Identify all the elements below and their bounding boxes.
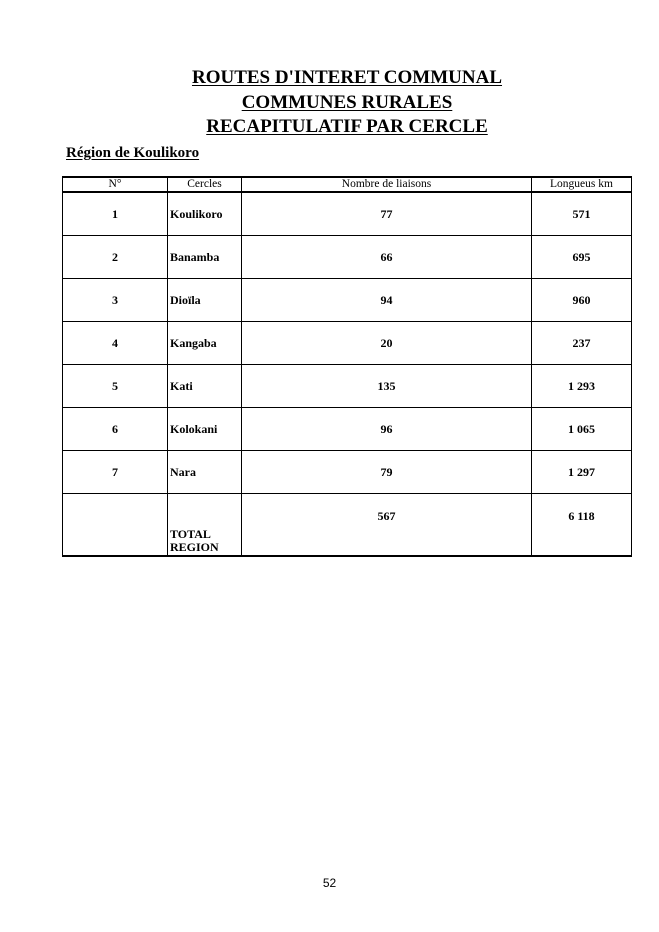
cell-liaisons: 96: [242, 408, 532, 451]
cell-longueur: 1 293: [532, 365, 632, 408]
cell-total-liaisons: 567: [242, 494, 532, 557]
cell-liaisons: 66: [242, 236, 532, 279]
table-row: [63, 322, 632, 365]
cell-cercle: Kangaba: [168, 322, 242, 365]
title-line-1: ROUTES D'INTERET COMMUNAL: [191, 67, 503, 88]
total-label-line-2: REGION: [170, 540, 219, 554]
cell-num: 7: [63, 451, 168, 494]
cell-num: 6: [63, 408, 168, 451]
cell-liaisons: 79: [242, 451, 532, 494]
cell-num: 4: [63, 322, 168, 365]
table-row: [63, 365, 632, 408]
cell-cercle: Dioïla: [168, 279, 242, 322]
cell-liaisons: 94: [242, 279, 532, 322]
header-num: N°: [63, 177, 168, 192]
document-title: [0, 66, 659, 140]
recap-table: [62, 176, 632, 557]
table-row: [63, 408, 632, 451]
cell-cercle: Koulikoro: [168, 192, 242, 236]
cell-liaisons: 135: [242, 365, 532, 408]
cell-num: 5: [63, 365, 168, 408]
cell-longueur: 1 065: [532, 408, 632, 451]
cell-cercle: Banamba: [168, 236, 242, 279]
cell-total-longueur: 6 118: [532, 494, 632, 557]
region-heading: Région de Koulikoro: [66, 145, 200, 161]
cell-total-label: [168, 494, 242, 557]
header-cercles: Cercles: [168, 177, 242, 192]
cell-num: 2: [63, 236, 168, 279]
table-header-row: [63, 177, 632, 192]
title-line-2: COMMUNES RURALES: [241, 91, 453, 113]
cell-longueur: 237: [532, 322, 632, 365]
table-row: [63, 236, 632, 279]
title-line-3: RECAPITULATIF PAR CERCLE: [206, 116, 488, 137]
cell-longueur: 960: [532, 279, 632, 322]
table-row: [63, 451, 632, 494]
cell-longueur: 1 297: [532, 451, 632, 494]
header-liaisons: Nombre de liaisons: [242, 177, 532, 192]
cell-liaisons: 77: [242, 192, 532, 236]
table-total-row: [63, 494, 632, 557]
page-number: 52: [322, 876, 337, 890]
cell-cercle: Kolokani: [168, 408, 242, 451]
cell-cercle: Nara: [168, 451, 242, 494]
cell-longueur: 695: [532, 236, 632, 279]
header-longueur: Longueus km: [532, 177, 632, 192]
cell-longueur: 571: [532, 192, 632, 236]
table-row: [63, 279, 632, 322]
total-label-line-1: TOTAL: [170, 527, 211, 541]
cell-cercle: Kati: [168, 365, 242, 408]
cell-num: 1: [63, 192, 168, 236]
cell-liaisons: 20: [242, 322, 532, 365]
table-row: [63, 192, 632, 236]
cell-num: 3: [63, 279, 168, 322]
cell-num-empty: [63, 494, 168, 557]
